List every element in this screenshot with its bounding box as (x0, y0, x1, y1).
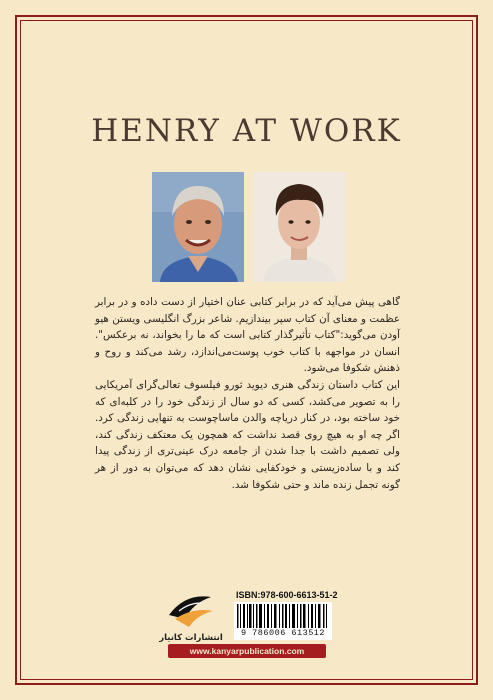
book-title: HENRY AT WORK (91, 113, 402, 149)
blurb-paragraph-1: گاهی پیش می‌آید که در برابر کتابی عنان اختیار از دست داده و در برابر عظمت و معنای آن کتاب سپر بیندازیم. شاعر بزرگ انگلیسی ویستن هیو آودن می‌گوید:"کتاب تأثیرگذار کتابی است که ما را بخواند، نه برعکس". انسان در مواجهه با کتاب خوب پوست‌می‌اندازد، رشد می‌کند و روح و ذهنش شکوفا می‌شود. (95, 296, 400, 375)
author-photo-left (152, 172, 244, 282)
publisher-logo-icon (165, 589, 215, 631)
blurb-paragraph-2: این کتاب داستان زندگی هنری دیوید ثورو فیلسوف تعالی‌گرای آمریکایی را به تصویر می‌کشد، کسی که دو سال از زندگی خود را در کلبه‌ای که خود ساخته بود، در کنار دریاچه والدن ماساچوست به تنهایی زندگی کرد. اگر چه او به هیچ روی قصد نداشت که همچون یک معتکف زندگی کند، ولی تصمیم داشت با جدا شدن از جامعه درک عینی‌تری از زندگی پیدا کند و با ساده‌زیستی و خودکفایی نشان دهد که می‌توان به دور از هر گونه تجمل زنده ماند و حتی شکوفا شد. (95, 378, 400, 491)
isbn-label: ISBN:978-600-6613-51-2 (236, 590, 338, 600)
publisher-name: انتشارات کانیار (159, 633, 223, 643)
author-photo-right (253, 172, 345, 282)
publisher-website: www.kanyarpublication.com (168, 644, 326, 658)
back-cover-blurb (95, 294, 400, 493)
barcode-number: 9 786006 613512 (234, 628, 332, 638)
